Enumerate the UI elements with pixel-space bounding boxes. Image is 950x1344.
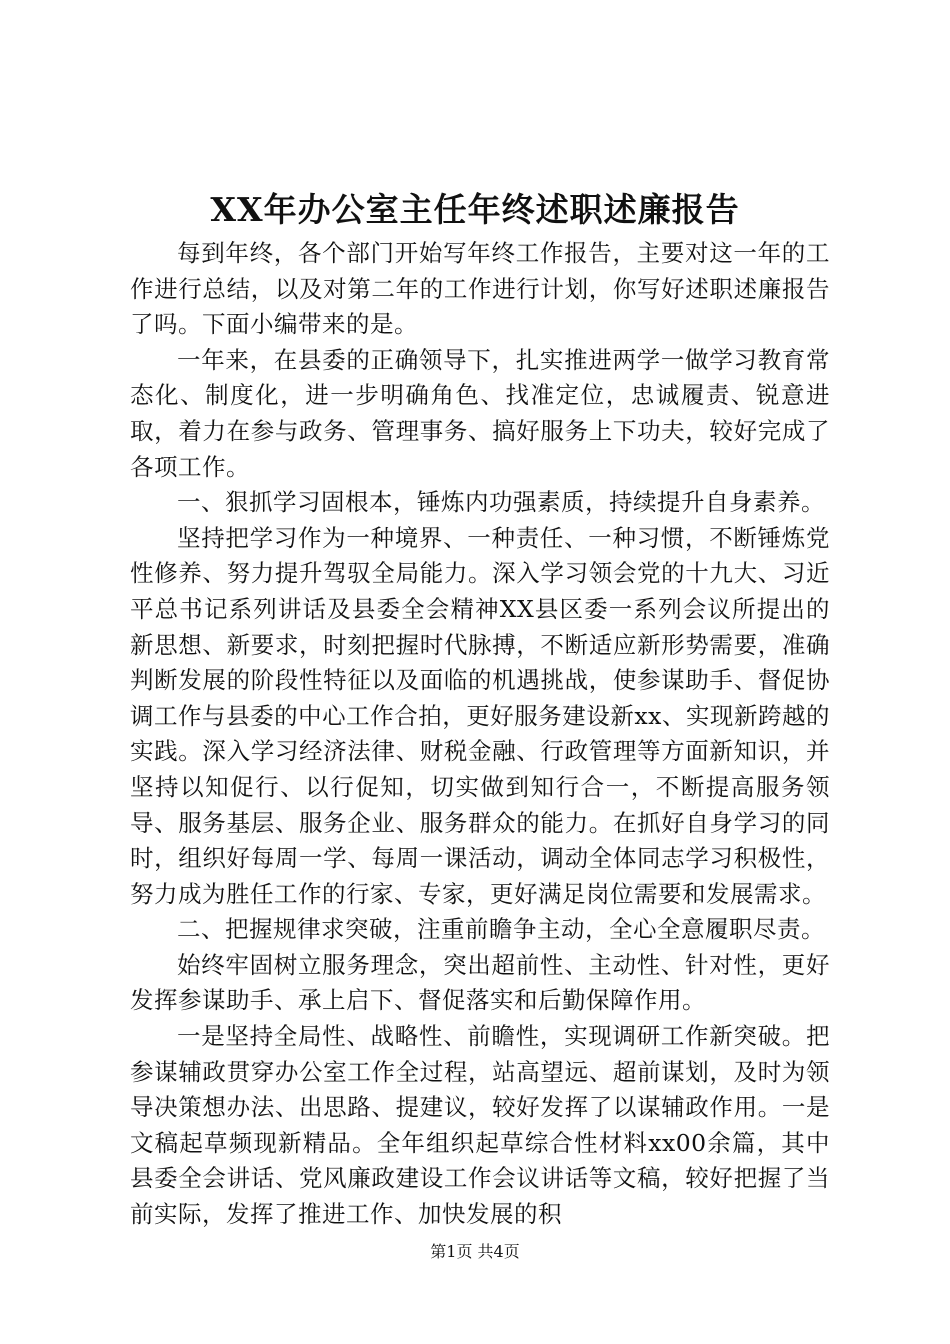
section-heading-1: 一、狠抓学习固根本，锤炼内功强素质，持续提升自身素养。 (177, 488, 825, 517)
section-heading-2: 二、把握规律求突破，注重前瞻争主动，全心全意履职尽责。 (177, 915, 825, 944)
document-body (130, 236, 830, 1233)
paragraph-intro: 每到年终，各个部门开始写年终工作报告，主要对这一年的工作进行总结，以及对第二年的工作进行计划，你写好述职述廉报告了吗。下面小编带来的是。 (130, 239, 830, 339)
paragraph-overview: 一年来，在县委的正确领导下，扎实推进两学一做学习教育常态化、制度化，进一步明确角色、找准定位，忠诚履责、锐意进取，着力在参与政务、管理事务、搞好服务上下功夫，较好完成了各项工作。 (130, 345, 830, 481)
paragraph-service: 始终牢固树立服务理念，突出超前性、主动性、针对性，更好发挥参谋助手、承上启下、督促落实和后勤保障作用。 (130, 950, 830, 1015)
document-title: XX年办公室主任年终述职述廉报告 (210, 190, 740, 229)
paragraph-research: 一是坚持全局性、战略性、前瞻性，实现调研工作新突破。把参谋辅政贯穿办公室工作全过程，站高望远、超前谋划，及时为领导决策想办法、出思路、提建议，较好发挥了以谋辅政作用。一是文稿起草频现新精品。全年组织起草综合性材料xx00余篇，其中县委全会讲话、党风廉政建设工作会议讲话等文稿，较好把握了当前实际，发挥了推进工作、加快发展的积 (130, 1022, 830, 1229)
paragraph-study: 坚持把学习作为一种境界、一种责任、一种习惯，不断锤炼党性修养、努力提升驾驭全局能力。深入学习领会党的十九大、习近平总书记系列讲话及县委全会精神XX县区委一系列会议所提出的新思想、新要求，时刻把握时代脉搏，不断适应新形势需要，准确判断发展的阶段性特征以及面临的机遇挑战，使参谋助手、督促协调工作与县委的中心工作合拍，更好服务建设新xx、实现新跨越的实践。深入学习经济法律、财税金融、行政管理等方面新知识，并坚持以知促行、以行促知，切实做到知行合一，不断提高服务领导、服务基层、服务企业、服务群众的能力。在抓好自身学习的同时，组织好每周一学、每周一课活动，调动全体同志学习积极性，努力成为胜任工作的行家、专家，更好满足岗位需要和发展需求。 (130, 523, 830, 908)
page-number: 第1页 共4页 (430, 1242, 520, 1261)
